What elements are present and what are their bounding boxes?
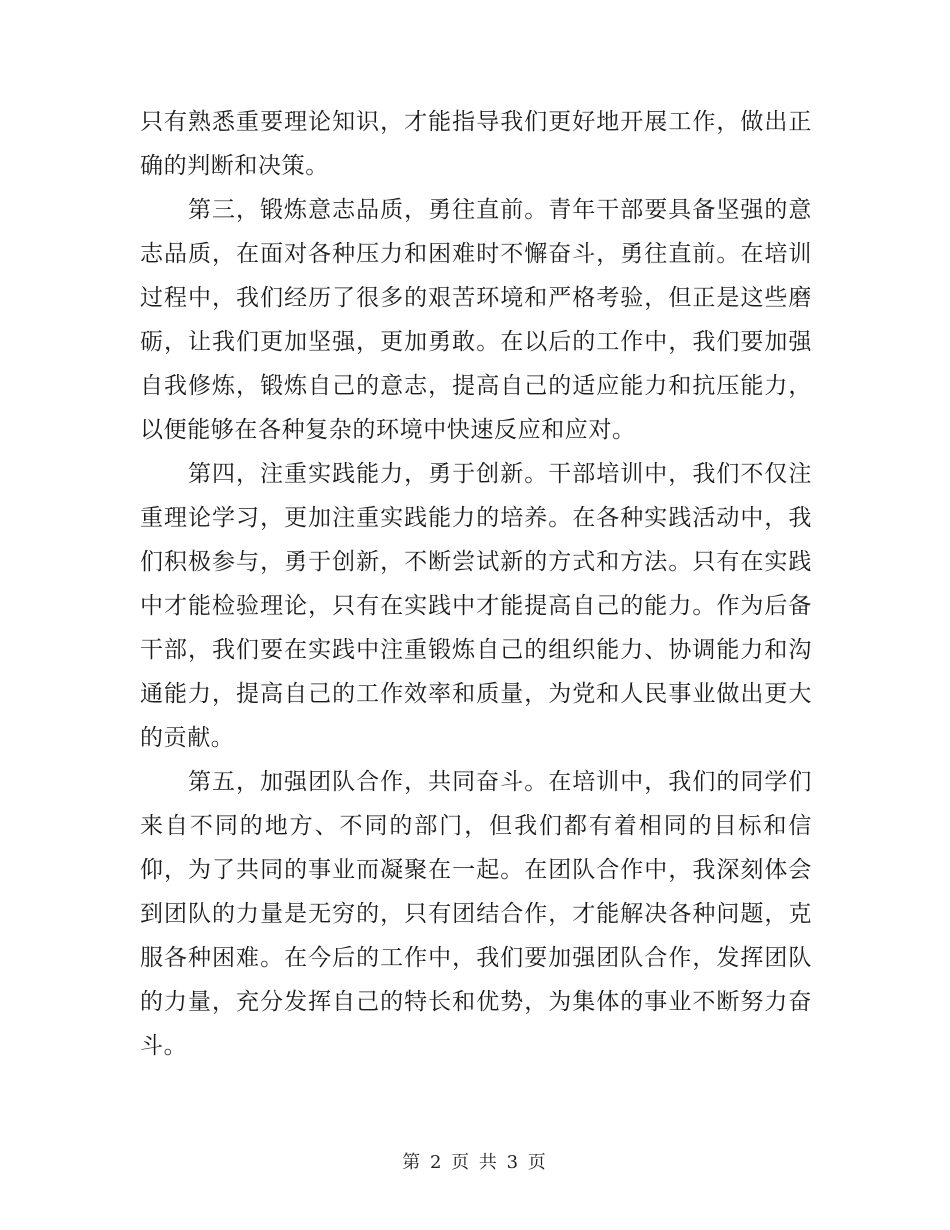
paragraph-continuation: 只有熟悉重要理论知识，才能指导我们更好地开展工作，做出正确的判断和决策。 (140, 109, 812, 179)
page-number-footer: 第 2 页 共 3 页 (402, 1152, 548, 1173)
document-body (140, 100, 812, 1068)
paragraph-fifth-point: 第五，加强团队合作，共同奋斗。在培训中，我们的同学们来自不同的地方、不同的部门，但我们都有着相同的目标和信仰，为了共同的事业而凝聚在一起。在团队合作中，我深刻体会到团队的力量是无穷的，只有团结合作，才能解决各种问题，克服各种困难。在今后的工作中，我们要加强团队合作，发挥团队的力量，充分发挥自己的特长和优势，为集体的事业不断努力奋斗。 (140, 769, 812, 1059)
paragraph-fourth-point: 第四，注重实践能力，勇于创新。干部培训中，我们不仅注重理论学习，更加注重实践能力的培养。在各种实践活动中，我们积极参与，勇于创新，不断尝试新的方式和方法。只有在实践中才能检验理论，只有在实践中才能提高自己的能力。作为后备干部，我们要在实践中注重锻炼自己的组织能力、协调能力和沟通能力，提高自己的工作效率和质量，为党和人民事业做出更大的贡献。 (140, 461, 812, 751)
paragraph-third-point: 第三，锻炼意志品质，勇往直前。青年干部要具备坚强的意志品质，在面对各种压力和困难时不懈奋斗，勇往直前。在培训过程中，我们经历了很多的艰苦环境和严格考验，但正是这些磨砺，让我们更加坚强，更加勇敢。在以后的工作中，我们要加强自我修炼，锻炼自己的意志，提高自己的适应能力和抗压能力，以便能够在各种复杂的环境中快速反应和应对。 (140, 197, 812, 443)
